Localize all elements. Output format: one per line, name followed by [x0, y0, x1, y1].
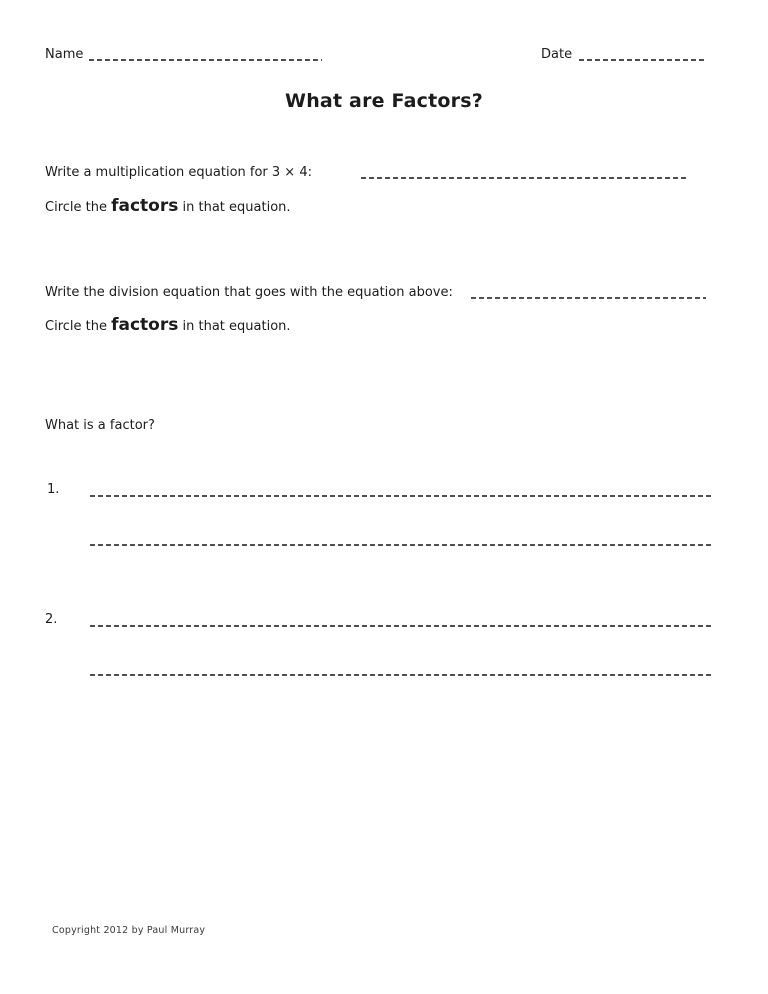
definition-prompt: What is a factor? — [45, 418, 155, 433]
answer-line — [90, 674, 712, 676]
circle-instruction-post: in that equation. — [178, 319, 291, 334]
page-title: What are Factors? — [285, 90, 483, 112]
division-prompt: Write the division equation that goes with the equation above: — [45, 285, 453, 300]
circle-instruction-pre: Circle the — [45, 200, 112, 215]
circle-instruction-post: in that equation. — [178, 200, 291, 215]
circle-instruction-emphasis: factors — [111, 196, 179, 216]
answer-line — [90, 495, 712, 497]
date-blank-line — [579, 59, 707, 61]
list-item-number: 2. — [45, 612, 58, 627]
answer-line — [90, 625, 712, 627]
multiplication-prompt: Write a multiplication equation for 3 × 4: — [45, 165, 312, 180]
multiplication-answer-line — [361, 177, 687, 179]
name-label: Name — [45, 47, 84, 62]
list-item-number: 1. — [47, 482, 60, 497]
division-circle-instruction — [45, 315, 291, 337]
circle-instruction-pre: Circle the — [45, 319, 112, 334]
answer-line — [90, 544, 712, 546]
copyright-notice: Copyright 2012 by Paul Murray — [52, 925, 206, 936]
date-label: Date — [541, 47, 573, 62]
division-answer-line — [471, 297, 706, 299]
name-blank-line — [89, 59, 322, 61]
circle-instruction-emphasis: factors — [111, 315, 179, 335]
multiplication-circle-instruction — [45, 196, 291, 218]
